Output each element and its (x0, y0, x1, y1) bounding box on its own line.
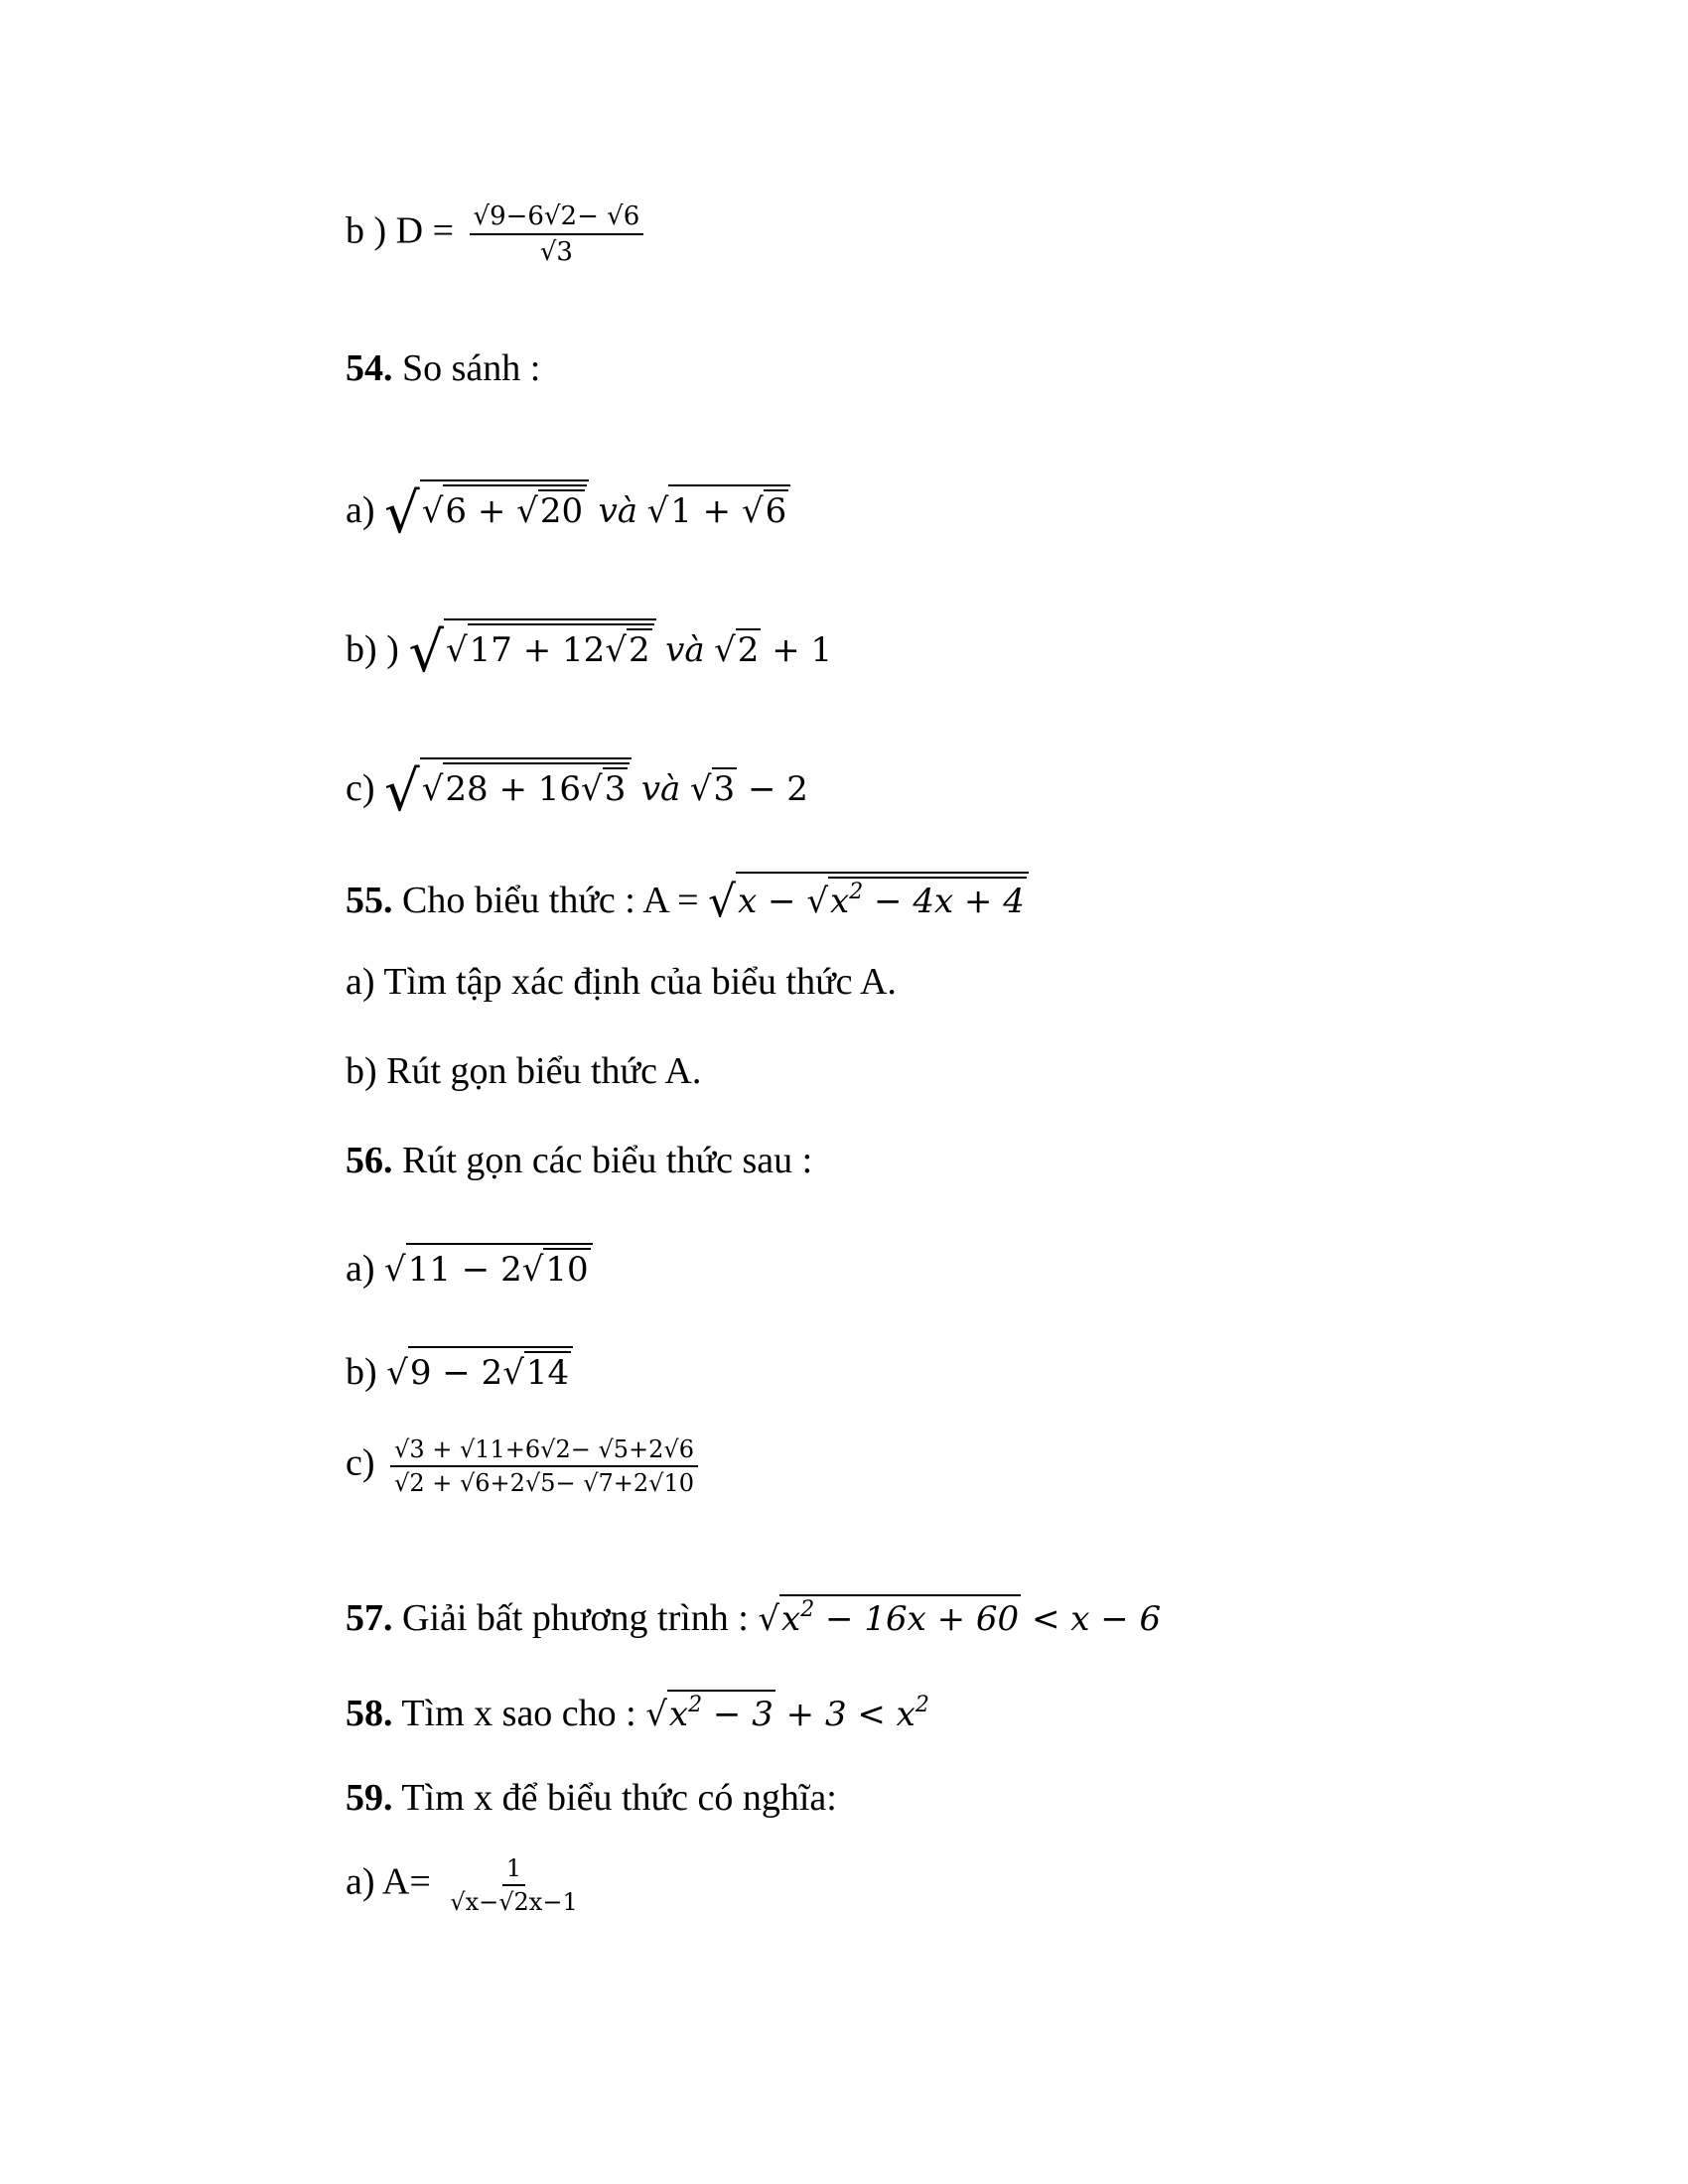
item-59a (346, 1856, 582, 1914)
radicand: 28 + 16 (445, 769, 582, 809)
item-label: c) (346, 1441, 375, 1484)
problem-text: Rút gọn các biểu thức sau : (402, 1140, 813, 1181)
radicand: 9 − 2 (409, 1353, 503, 1393)
problem-54 (346, 349, 540, 387)
numerator: √3 + √11+6√2− √5+2√6 (390, 1437, 698, 1467)
numerator: 1 (502, 1856, 525, 1886)
conjunction: và (640, 769, 681, 809)
outer-radical: √√17 + 12√2 (408, 615, 655, 671)
conjunction: và (665, 630, 705, 670)
exponent: 2 (914, 1693, 929, 1717)
item-54b (346, 615, 833, 685)
problem-text: Tìm x để biểu thức có nghĩa: (401, 1777, 837, 1819)
rhs-tail: + 1 (761, 630, 833, 670)
radicand: x (830, 882, 850, 921)
radicand: 11 − 2 (407, 1250, 522, 1290)
radicand: x − (738, 882, 807, 921)
numerator: √9−6√2− √6 (470, 204, 644, 235)
radicand-tail: − 16x + 60 (814, 1599, 1020, 1639)
denominator: √x−√2x−1 (450, 1888, 578, 1916)
radical: √9 − 2√14 (386, 1346, 573, 1390)
radical: √1 + √6 (647, 484, 791, 528)
radicand: x (781, 1599, 801, 1639)
item-54c (346, 754, 808, 824)
radicand: 2 (737, 630, 760, 670)
item-label: a) A= (346, 1860, 431, 1903)
problem-58 (346, 1690, 929, 1732)
radical: √11 − 2√10 (384, 1243, 593, 1287)
fraction (446, 1856, 581, 1914)
inequality-rhs: < x − 6 (1021, 1599, 1162, 1639)
problem-number: 57. (346, 1597, 393, 1639)
conjunction: và (598, 491, 638, 531)
radicand: 3 (713, 769, 736, 809)
problem-number: 58. (346, 1693, 393, 1734)
item-56a (346, 1243, 593, 1288)
item-b-D (346, 204, 643, 265)
radicand: 6 + (445, 491, 517, 531)
exponent: 2 (800, 1597, 815, 1622)
item-label: b ) D = (346, 209, 455, 252)
radicand: 1 + (670, 491, 742, 531)
radicand-tail: − 4x + 4 (863, 882, 1025, 921)
radicand: 6 (765, 491, 787, 531)
denominator: √3 (539, 237, 573, 267)
radicand: 20 (539, 491, 584, 531)
expression: $√x^2 - 3 + 3 < x^2$ (645, 1695, 929, 1734)
problem-text: So sánh : (402, 347, 541, 389)
rhs: √3 − 2 (689, 769, 808, 809)
item-label: b) ) (346, 628, 399, 670)
item-label: a) (346, 1248, 375, 1290)
item-55a: a) Tìm tập xác định của biểu thức A. (346, 961, 897, 1003)
rhs: √2 + 1 (714, 630, 833, 670)
inequality-rhs: + 3 < x (774, 1695, 915, 1734)
problem-number: 54. (346, 347, 393, 389)
problem-56 (346, 1142, 812, 1179)
outer-radical: $√x - √x^2 - 4x + 4$ (708, 872, 1029, 920)
item-54a (346, 477, 790, 546)
outer-radical: √√6 + √20 (384, 477, 589, 532)
rhs-tail: − 2 (737, 769, 808, 809)
item-label: a) (346, 489, 375, 531)
radicand: 10 (545, 1250, 589, 1290)
radicand: x (668, 1695, 689, 1734)
denominator: √2 + √6+2√5− √7+2√10 (394, 1469, 694, 1497)
radicand: 17 + 12 (469, 630, 606, 670)
exponent: 2 (688, 1693, 703, 1717)
problem-number: 59. (346, 1777, 393, 1819)
expression: $√x^2 - 16x + 60 < x - 6$ (758, 1599, 1161, 1639)
item-label: c) (346, 767, 375, 809)
problem-number: 56. (346, 1140, 393, 1181)
item-label: b) (346, 1351, 377, 1393)
problem-59 (346, 1779, 837, 1817)
outer-radical: √√28 + 16√3 (384, 754, 632, 810)
fraction (390, 1437, 698, 1495)
problem-57 (346, 1594, 1161, 1637)
radicand: 14 (525, 1353, 570, 1393)
item-56c (346, 1437, 698, 1495)
problem-55 (346, 872, 1029, 927)
item-55b: b) Rút gọn biểu thức A. (346, 1050, 702, 1092)
exponent: 2 (849, 880, 864, 904)
problem-number: 55. (346, 880, 393, 921)
radicand-tail: − 3 (702, 1695, 774, 1734)
problem-text: Tìm x sao cho : (401, 1693, 636, 1734)
problem-text: Giải bất phương trình : (402, 1597, 749, 1639)
item-56b (346, 1346, 573, 1391)
radicand: 2 (628, 630, 650, 670)
radicand: 3 (604, 769, 627, 809)
fraction (470, 204, 644, 265)
problem-text: Cho biểu thức : A = (402, 880, 699, 921)
